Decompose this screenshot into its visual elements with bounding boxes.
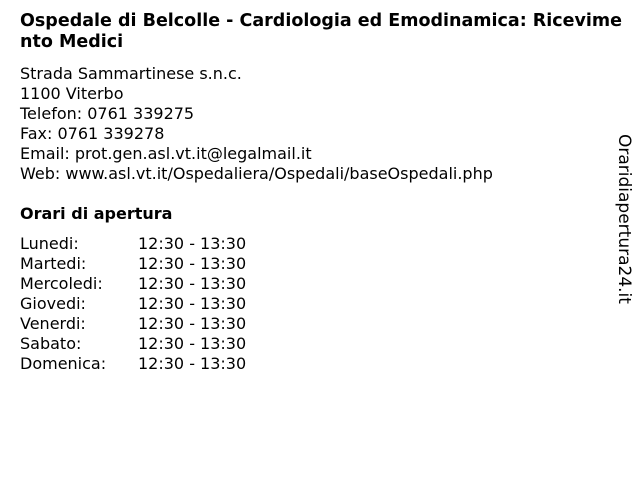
hours-time: 12:30 - 13:30 [138,234,247,253]
hours-row [20,294,246,314]
hours-row [20,334,246,354]
hours-row [20,254,246,274]
address-phone: Telefon: 0761 339275 [20,104,195,123]
hours-row [20,354,246,374]
site-watermark-text: Oraridiapertura24.it [614,134,634,304]
hours-day: Sabato: [20,334,82,353]
hours-time: 12:30 - 13:30 [138,314,247,333]
site-watermark [613,134,635,310]
address-email: Email: prot.gen.asl.vt.it@legalmail.it [20,144,312,163]
opening-hours-heading: Orari di apertura [20,204,173,223]
hours-day: Domenica: [20,354,107,373]
address-block [20,64,493,184]
address-city: 1100 Viterbo [20,84,124,103]
opening-hours-table [20,234,246,374]
page-title: Ospedale di Belcolle - Cardiologia ed Emodinamica: Ricevimento Medici [20,11,623,52]
hours-time: 12:30 - 13:30 [138,354,247,373]
hours-row [20,314,246,334]
hours-time: 12:30 - 13:30 [138,274,247,293]
hours-row [20,274,246,294]
hours-day: Giovedi: [20,294,86,313]
hours-day: Lunedi: [20,234,79,253]
address-fax: Fax: 0761 339278 [20,124,165,143]
hours-time: 12:30 - 13:30 [138,294,247,313]
address-web: Web: www.asl.vt.it/Ospedaliera/Ospedali/baseOspedali.php [20,164,493,183]
hours-time: 12:30 - 13:30 [138,334,247,353]
hours-day: Mercoledi: [20,274,103,293]
hours-time: 12:30 - 13:30 [138,254,247,273]
address-street: Strada Sammartinese s.n.c. [20,64,242,83]
hours-row [20,234,246,254]
hours-day: Martedi: [20,254,87,273]
hours-day: Venerdi: [20,314,86,333]
